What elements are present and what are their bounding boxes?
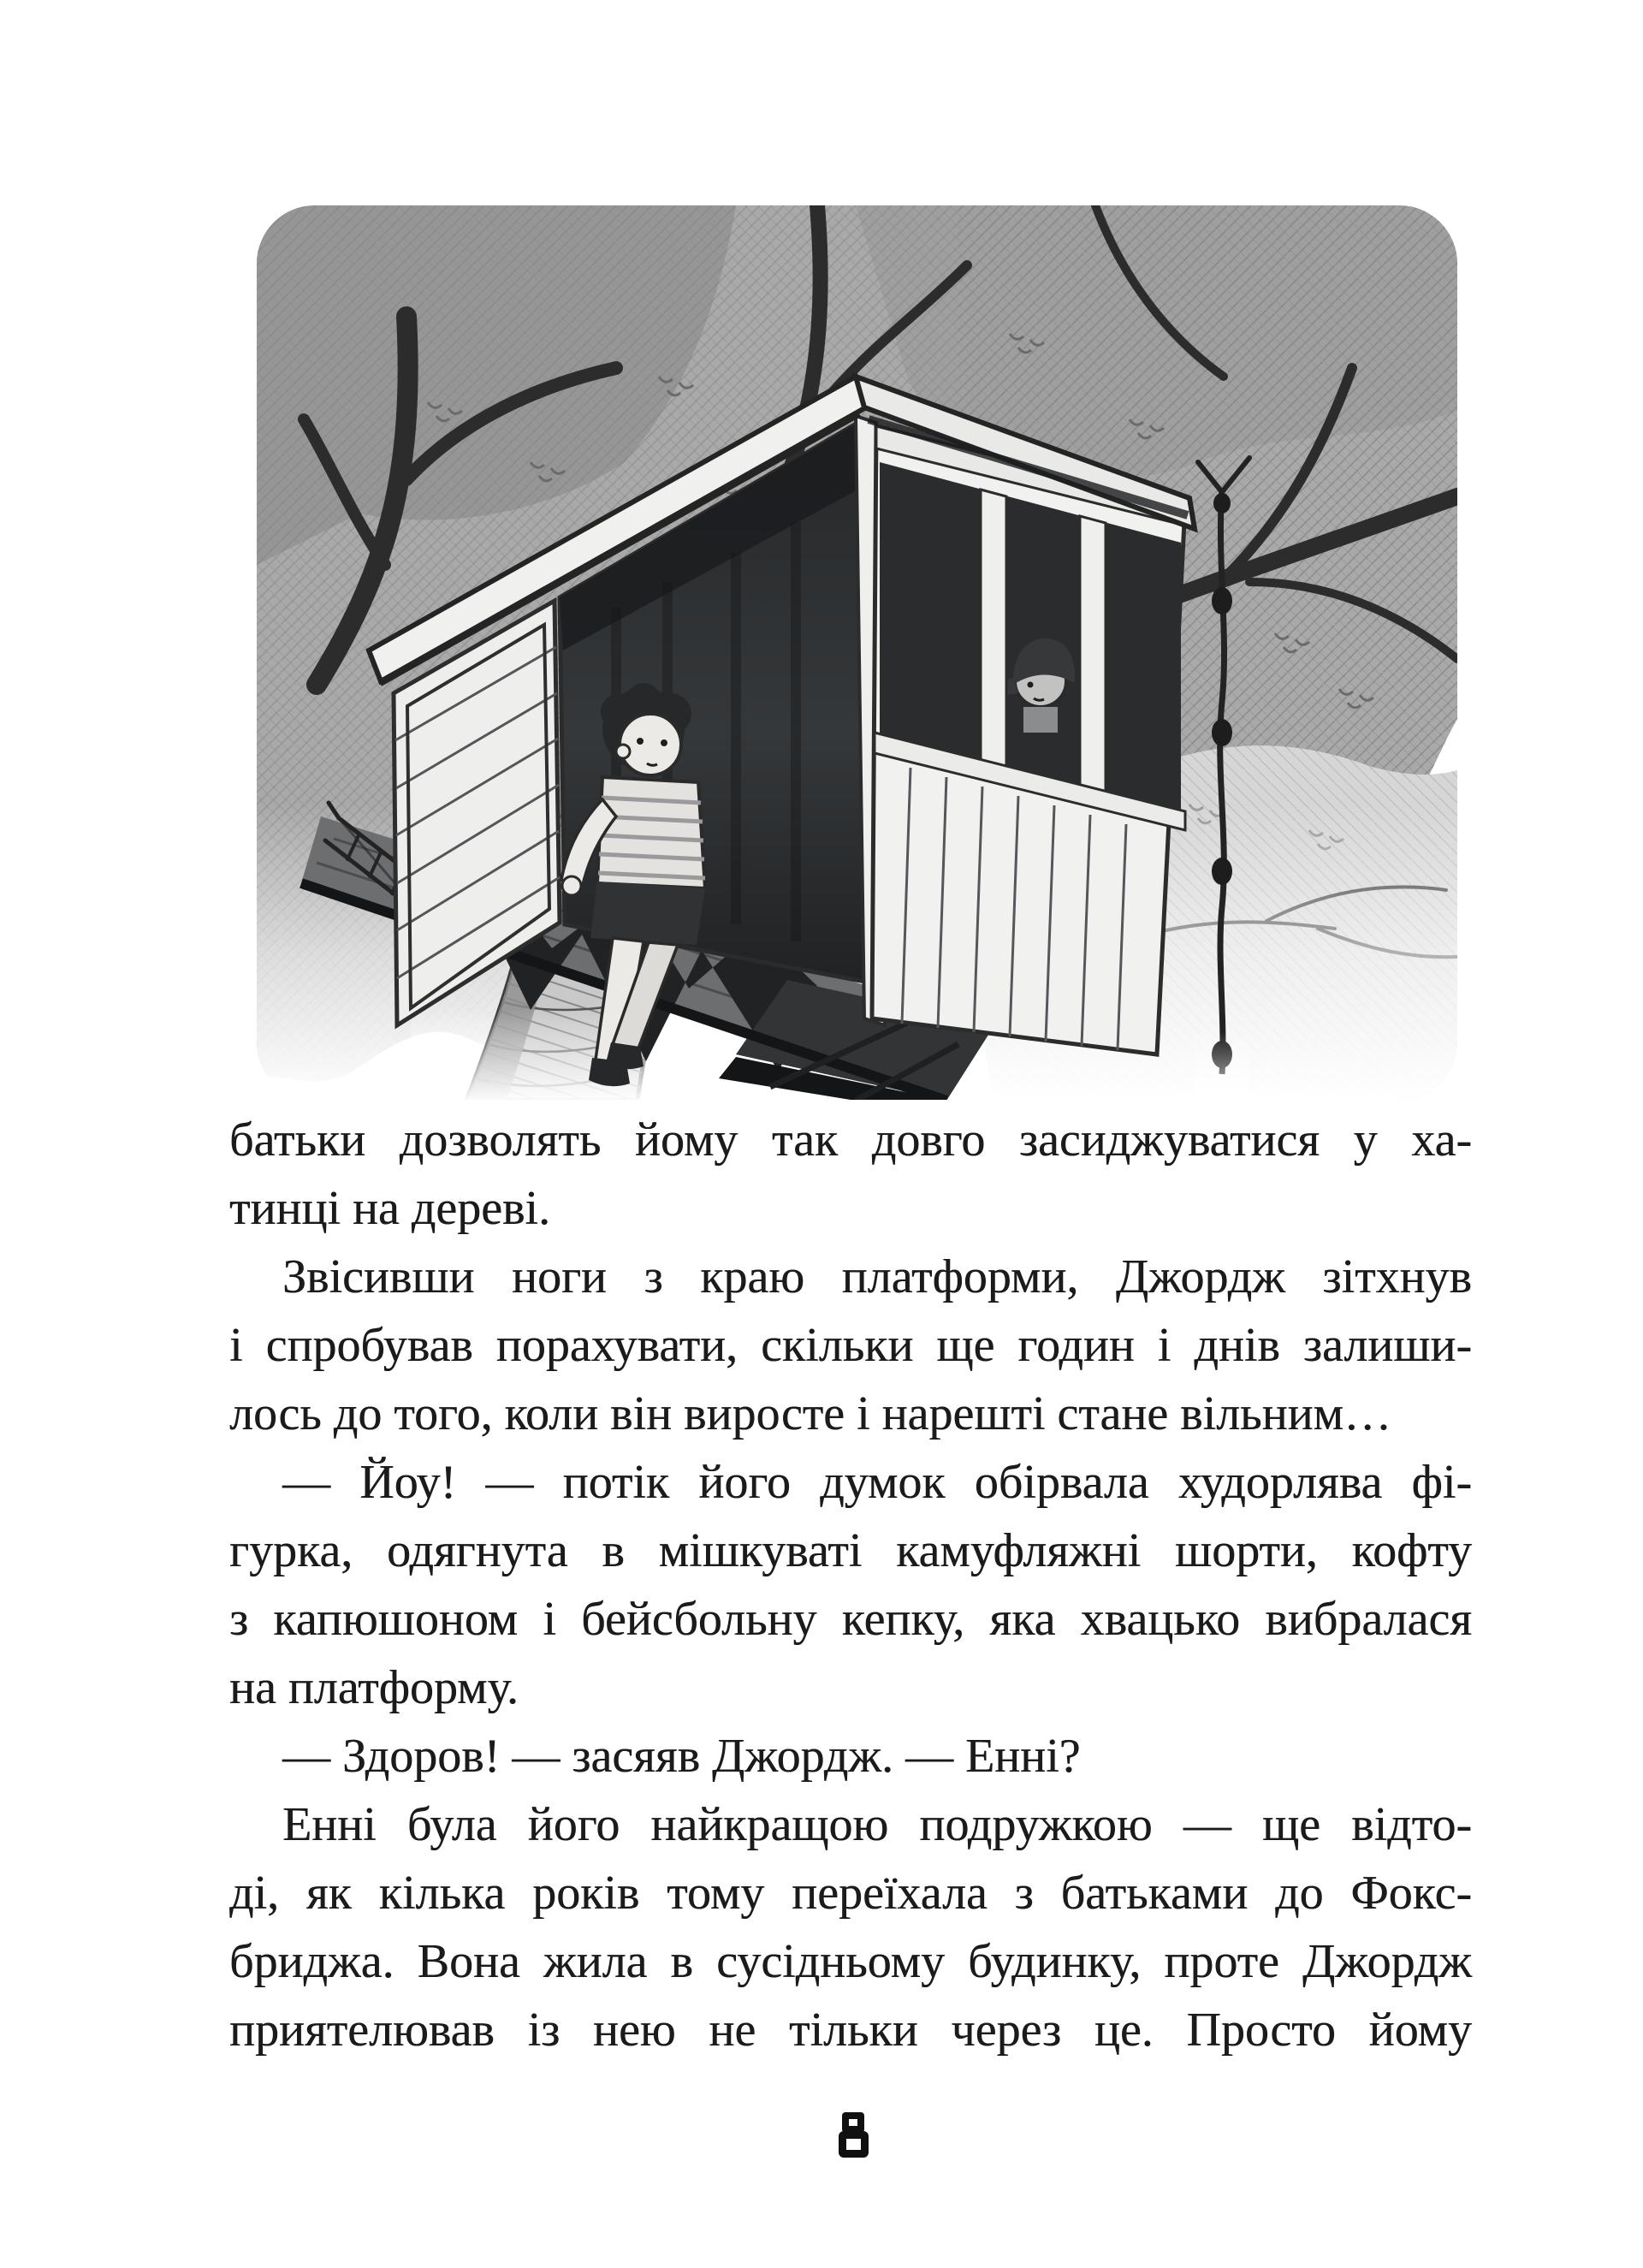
text-line: — Здоров! — засяяв Джордж. — Енні? [282,1730,1081,1783]
treehouse-illustration [257,205,1457,1100]
rope-knot [1212,719,1232,746]
rope-knot [1212,587,1232,614]
text-line: гурка, одягнута в мішкуваті камуфляжні шорти, кофту [229,1524,1472,1577]
body-text [229,1106,1472,2064]
text-line: батьки дозволять йому так довго засиджуватися у ха- [229,1113,1472,1167]
treehouse-sketch-svg [257,205,1457,1100]
text-line: Енні була його найкращою подружкою — ще відто- [282,1798,1472,1851]
text-line: тинці на дереві. [229,1182,550,1235]
right-wall [872,426,1185,1054]
text-line: з капюшоном і бейсбольну кепку, яка хвацько вибралася [229,1593,1472,1646]
rope-knot [1212,858,1232,885]
text-line: Звісивши ноги з краю платформи, Джордж зітхнув [282,1250,1472,1303]
page-number-glyph-bottom [839,2131,869,2158]
text-line: — Йоу! — потік його думок обірвала худорлява фі- [282,1456,1472,1509]
boy-shorts [590,882,705,945]
page-number [834,2112,872,2160]
text-line: і спробував порахувати, скільки ще годин і днів залиши- [229,1319,1472,1372]
text-line: приятелював із нею не тільки через це. Просто йому [229,2004,1472,2057]
text-line: лось до того, коли він виросте і нарешті стане вільним… [229,1387,1391,1440]
text-line: ді, як кілька років тому переїхала з батьками до Фокс- [229,1867,1472,1920]
text-line: бриджа. Вона жила в сусідньому будинку, проте Джордж [229,1935,1472,1988]
text-line: на платформу. [229,1661,519,1714]
page-number-glyph-top [842,2112,864,2133]
